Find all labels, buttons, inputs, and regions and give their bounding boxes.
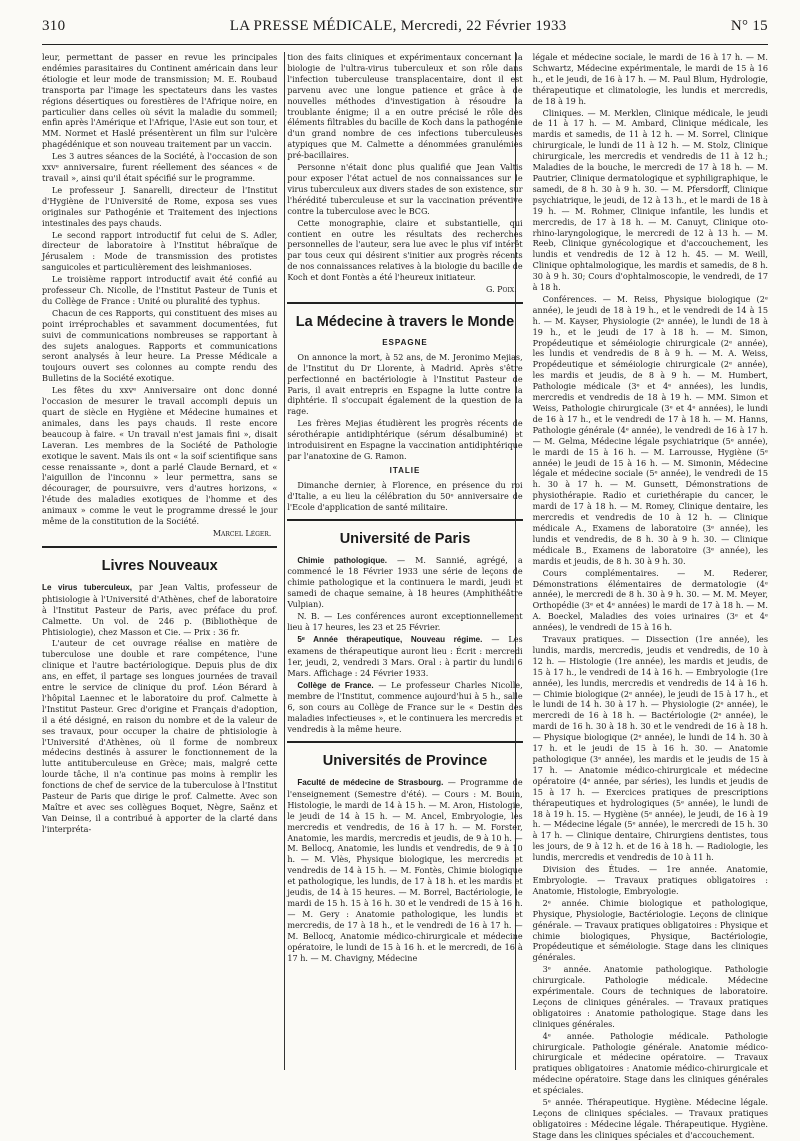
paragraph: Cette monographie, claire et substantielle, qui contient en outre les résultats des recherches personnelles de l'auteur, sera lue avec le plus vif intérêt par tous ceux qui désirent s'initier aux progrès récents de nos connaissances relatives à la biologie du bacille de Koch et dont Fontès a été l'heureux initiateur.: [287, 217, 523, 283]
running-head: [42, 18, 768, 42]
paragraph: 2ᵉ année. Chimie biologique et pathologique, Physique, Physiologie, Bactériologie. Leçons de clinique générale. — Travaux pratiques obligatoires : Physique et chimie biologiques, Physique, Bactériologie, Propédeutique et séméiologie. Stage dans les cliniques générales.: [532, 897, 768, 963]
news-item: [287, 634, 522, 679]
paragraph: Personne n'était donc plus qualifié que Jean Valtis pour exposer l'état actuel de nos connaissances sur le virus tuberculeux aux divers stades de son existence, sur l'hérédité tuberculeuse et sur la vaccination préventive contre la tuberculose avec le BCG.: [287, 162, 523, 216]
page-number: 310: [42, 18, 66, 34]
book-title: Le virus tuberculeux,: [42, 582, 133, 592]
item-heading: Faculté de médecine de Strasbourg.: [297, 778, 444, 788]
paragraph: leur, permettant de passer en revue les principales endémies parasitaires du Continent américain dans leur étiologie et leur mode de transmission; M. E. Roubaud transporta par l'image les spectateurs dans les vastes régions désertiques ou forestières de l'Afrique noire, en particulier dans celles où sévit la maladie du sommeil; enfin après l'Amérique et l'Afrique, l'Asie eut son tour, et MM. Normet et Haslé présentèrent un film sur l'ulcère phagédénique et son nouveau traitement par un vaccin.: [42, 52, 278, 150]
paragraph: Travaux pratiques. — Dissection (1re année), les lundis, mardis, mercredis, jeudis et vendredis, de 10 à 12 h. — Histologie (1re année), les mardis et jeudis, de 15 à 17 h., le vendredi de 14 à 16 h. — Embryologie (1re année), les lundis, mercredis et vendredis de 14 à 16 h. — Chimie biologique (2ᵉ année), le jeudi de 15 à 17 h., et le lundi de 14 h. 30 à 17 h. — Physiologie (2ᵉ année), le mercredi de 16 à 18 h. — Bactériologie (2ᵉ année), le mardi de 16 h. 30 à 18 h. 30 et le vendredi de 16 à 18 h. — Physique biologique (2ᵉ année), le lundi de 14 h. 30 à 17 h. et le jeudi de 15 à 16 h. 30. — Anatomie pathologique (3ᵉ année), les mardis et le jeudis de 15 à 17 h. — Anatomie médico-chirurgicale et médecine opératoire (4ᵉ année, par séries), les lundis et jeudis de 15 à 17 h. — Exercices pratiques de prescriptions thérapeutiques et hydrologiques (5ᵉ année), le lundi de 18 à 19 h. 15. — Hygiène (5ᵉ année), le jeudi, de 16 à 19 h. — Médecine légale (5ᵉ année), le mercredi de 15 h. 30 à 17 h. — Clinique dentaire, Chirurgiens dentistes, tous les jours, de 9 à 12 h. et de 16 à 18 h. — Radiologie, les lundis, mercredis et vendredis de 10 à 11 h.: [532, 634, 768, 863]
section-title-medecine-monde: La Médecine à travers le Monde: [295, 313, 515, 330]
paragraph: Le troisième rapport introductif avait été confié au professeur Ch. Nicolle, de l'Institut Pasteur de Tunis et du Collège de France : Unité ou pluralité des typhus.: [42, 274, 278, 306]
item-heading: 5ᵉ Année thérapeutique, Nouveau régime.: [297, 634, 483, 644]
paragraph: Les fêtes du xxvᵉ Anniversaire ont donc donné l'occasion de mesurer le travail accompli depuis un quart de siècle en Hygiène et Médecine humaines et animales, dans les pays chauds. Il reste encore beaucoup à faire. « Un travail n'est jamais fini », disait Laveran. Les membres de la Société de Pathologie exotique le savent. Mais ils ont « la soif scientifique sans cesse renaissante », dont a parlé Claude Bernard, et « l'aiguillon de l'inconnu » leur permettra, sans se décourager, de poursuivre, vers d'autres horizons, « l'étude des maladies exotiques de l'homme et des animaux » comme le veut le programme dressé le jour même de la constitution de la Société.: [42, 385, 278, 527]
paragraph: N. B. — Les conférences auront exceptionnellement lieu à 17 heures, les 23 et 25 Février.: [287, 611, 523, 632]
paragraph: légale et médecine sociale, le mardi de 16 à 17 h. — M. Schwartz, Médecine expérimentale, le mardi de 15 à 16 h., et le jeudi, de 16 à 17 h. — M. Paul Blum, Hydrologie, thérapeutique et climatologie, les lundis et mercredis, de 18 à 19 h.: [532, 52, 768, 106]
country-heading-italie: ITALIE: [389, 465, 421, 475]
item-heading: Chimie pathologique.: [297, 555, 388, 565]
news-item: [287, 555, 522, 611]
paragraph: L'auteur de cet ouvrage réalise en matière de tuberculose une double et rare compétence, l'une clinique et l'autre bactériologique. Depuis plus de dix ans, en effet, il partage ses longues journées de travail entre le service de clinique du prof. Léon Bérard à l'hôpital Laennec et le laboratoire du prof. Calmette à l'Institut Pasteur. Grec d'origine et Français d'adoption, il a été désigné, en raison du nombre et de la valeur de ses travaux, pour occuper la chaire de phtisiologie à l'Université d'Athènes, où il forme de nombreux médecins destinés à assurer le fonctionnement de la lutte antituberculeuse en Grèce; mais, malgré cette lourde tâche, il n'a continue pas moins à remplir les fonctions de chef de service de la tuberculose à l'Institut Pasteur de Paris que dirige le prof. Calmette. Avec son Maître et avec ses collègues Boquet, Nègre, Saënz et Van Deinse, il a contribué à apporter de la clarté dans l'interpréta-: [42, 638, 278, 834]
news-item: [287, 777, 522, 963]
journal-title-line: [65, 18, 731, 35]
section-rule: [287, 302, 522, 304]
column-3: [532, 52, 768, 1140]
paragraph: 4ᵉ année. Pathologie médicale. Pathologie chirurgicale. Pathologie générale. Anatomie médico-chirurgicale et médecine opératoire. — Travaux pratiques obligatoires : Anatomie médico-chirurgicale et médecine opératoire. Stage dans les cliniques générales et spéciales.: [532, 1030, 768, 1096]
section-rule: [42, 546, 277, 548]
issue-date: Mercredi, 22 Février 1933: [400, 18, 567, 34]
header-rule: [42, 44, 768, 45]
item-text: — Le professeur Charles Nicolle, membre de l'Institut, commence aujourd'hui à 5 h., salle 6, son cours au Collège de France sur le « Destin des maladies infectieuses », et le continuera les mercredis et vendredis à la même heure.: [287, 679, 523, 735]
column-1: [42, 52, 277, 1070]
column-2: [287, 52, 522, 1070]
book-reference: par Jean Valtis, professeur de phtisiologie à l'Université d'Athènes, chef de laboratoire à l'Institut Pasteur de Paris, avec préface du prof. Calmette. Un vol. de 246 p. (Bibliothèque de Phtisiologie), chez Masson et Cie. — Prix : 36 fr.: [42, 581, 278, 637]
author-signature: G. Poix.: [485, 285, 517, 295]
issue-number: N° 15: [730, 18, 768, 34]
item-text: — Les examens de thérapeutique auront lieu : Écrit : mercredi 1er, jeudi, 2, vendredi 3 Mars. Oral : à partir du lundi 6 Mars. Affichage : 24 Février 1933.: [287, 633, 523, 678]
paragraph: On annonce la mort, à 52 ans, de M. Jeronimo Mejias, de l'Institut du Dr Llorente, à Madrid. Après s'être perfectionné en bactériologie à l'Institut Pasteur de Paris, il avait entrepris en Espagne la lutte contre la diphtérie. Il s'occupait également de la question de la rage.: [287, 351, 523, 417]
paragraph: Dimanche dernier, à Florence, en présence du roi d'Italie, a eu lieu la célébration du 50ᵉ anniversaire de l'Ecole d'application de santé militaire.: [287, 479, 523, 512]
paragraph: Division des Études. — 1re année. Anatomie, Embryologie. — Travaux pratiques obligatoires : Anatomie, Histologie, Embryologie.: [532, 864, 768, 896]
paragraph: Conférences. — M. Reiss, Physique biologique (2ᵉ année), le jeudi de 18 à 19 h., et le vendredi de 14 à 15 h. — M. Kayser, Physiologie (2ᵉ année), le lundi de 18 à 19 h., et le jeudi de 17 à 18 h. — M. Simon, Propédeutique et séméiologie chirurgicale (2ᵉ année), les lundis et vendredis de 8 à 9 h. — M. A. Weiss, Propédeutique et séméiologie chirurgicale (2ᵉ année), les mardis et jeudis, de 8 à 9 h. — M. Humbert, Pathologie médicale (3ᵉ et 4ᵉ années), les lundis, mercredis et vendredis de 18 à 19 h. — MM. Simon et Weiss, Pathologie chirurgicale (3ᵉ et 4ᵉ années), le lundi de 16 à 17 h., et le vendredi de 17 à 18 h. — M. Hanns, Pathologie générale (4ᵉ année), le vendredi de 16 à 17 h. — M. Gelma, Médecine légale psychiatrique (5ᵉ année), le mardi de 15 à 16 h. — M. Larrousse, Hygiène (5ᵉ année) le jeudi de 15 à 16 h. — M. Simonin, Médecine légale et médecine sociale (5ᵉ année), le vendredi de 15 h. 30 à 17 h. — M. Gunsett, Démonstrations de physiothérapie. Radio et curiethérapie du cancer, le mardi de 17 à 18 h. — M. Romey, Clinique dentaire, les mercredis et vendredis de 10 à 12 h. — Clinique médicale A., Examens de laboratoire (3ᵉ année), les lundis et vendredis, de 8 h. 30 à 9 h. 30. — Clinique médicale B., Examens de laboratoire (3ᵉ année), les mardis et jeudis, de 8 h. 30 à 9 h. 30.: [532, 293, 768, 566]
section-title-universite-paris: Université de Paris: [339, 530, 471, 547]
news-item: [287, 680, 522, 736]
item-text: — Programme de l'enseignement (Semestre d'été). — Cours : M. Bouin, Histologie, le mardi de 14 à 15 h. — M. Aron, Histologie, le jeudi de 14 à 15 h. — M. Ancel, Embryologie, les mercredis et vendredis, de 16 à 17 h. — M. Forster, Anatomie, les mardis, mercredis et jeudis, de 9 à 10 h. — M. Bellocq, Anatomie, les lundis et vendredis, de 9 à 10 h. — M. Vlès, Physique biologique, les mercredis et vendredis de 14 à 15 h. — M. Fontès, Chimie biologique et pathologique, les lundis, de 17 à 18 h. et les mardis et jeudis, de 14 à 15 heures. — M. Borrel, Bactériologie, le mardi de 15 h. 15 à 16 h. 30 et le vendredi de 15 à 16 h. — M. Gery : Anatomie pathologique, les lundis et mercredis, de 17 à 18 h., et le vendredi de 16 à 17 h. — M. Bellocq, Anatomie médico-chirurgicale et médecine opératoire, le lundi de 15 à 16 h. et le mercredi, de 16 à 17 h. — M. Chavigny, Médecine: [287, 777, 523, 963]
paragraph: tion des faits cliniques et expérimentaux concernant la biologie de l'ultra-virus tuberculeux et son rôle dans l'infection tuberculeuse transplacentaire, dont il est parvenu avec une longue patience et grâce à de nouvelles méthodes d'investigation à résoudre la troublante énigme; il a en outre précisé le rôle des éléments filtrables du bacille de Koch dans la pathogénie d'un grand nombre de ces infections tuberculeuses atypiques que M. Calmette a dénommées granulémies pré-bacillaires.: [287, 52, 523, 161]
paragraph: 5ᵉ année. Thérapeutique. Hygiène. Médecine légale. Leçons de cliniques spéciales. — Travaux pratiques obligatoires : Médecine légale. Thérapeutique. Hygiène. Stage dans les cliniques spéciales et d'accouchement.: [532, 1097, 768, 1140]
section-title-universites-province: Universités de Province: [322, 753, 488, 770]
article-columns: [42, 52, 768, 1140]
paragraph: Le second rapport introductif fut celui de S. Adler, directeur de laboratoire à l'Institut hébraïque de Jérusalem : Mode de transmission des protistes sanguicoles et particulièrement des leishmanioses.: [42, 229, 278, 273]
paragraph: Les 3 autres séances de la Société, à l'occasion de son xxvᵉ anniversaire, furent réellement des séances « de travail », ainsi qu'il était spécifié sur le programme.: [42, 151, 278, 183]
item-text: — M. Sannié, agrégé, a commencé le 18 Février 1933 une série de leçons de chimie pathologique et la continuera le mardi, jeudi et samedi de chaque semaine, à 18 heures (Amphithéâtre Vulpian).: [287, 554, 523, 610]
author-signature: Marcel Léger.: [212, 528, 272, 538]
book-entry: [42, 582, 277, 638]
paragraph: Chacun de ces Rapports, qui constituent des mises au point irréprochables et savamment documentées, fut suivi de communications nombreuses se rapportant à des sujets analogues. Rapports et communications seront analysés à leur heure. La Presse Médicale a toujours ouvert ses colonnes au compte rendu des Bulletins de la Société exotique.: [42, 307, 278, 384]
paragraph: Le professeur J. Sanarelli, directeur de l'Institut d'Hygiène de l'Université de Rome, exposa ses vues originales sur Pathogénie et Traitement des injections intestinales des pays chauds.: [42, 184, 278, 228]
paragraph: 3ᵉ année. Anatomie pathologique. Pathologie chirurgicale. Pathologie médicale. Médecine expérimentale. Cours de techniques de laboratoire. Leçons de cliniques générales. — Travaux pratiques obligatoires : Anatomie pathologique. Stage dans les cliniques générales.: [532, 964, 768, 1029]
item-heading: Collège de France.: [297, 680, 374, 690]
section-title-livres-nouveaux: Livres Nouveaux: [101, 557, 218, 574]
paragraph: Cours complémentaires. — M. Rederer, Démonstrations élémentaires de dermatologie (4ᵉ année), le mercredi de 8 h. 30 à 9 h. 30. — M. M. Meyer, Orthopédie (3ᵉ et 4ᵉ années) le mardi de 17 à 18 h. — M. A. Boeckel, Maladies des voies urinaires (3ᵉ et 4ᵉ années), le vendredi de 15 à 16 h.: [532, 567, 768, 633]
country-heading-espagne: ESPAGNE: [382, 337, 428, 347]
paragraph: Cliniques. — M. Merklen, Clinique médicale, le jeudi de 11 à 17 h. — M. Ambard, Clinique médicale, les mardis et samedis, de 11 à 12 h. — M. Sorrel, Clinique chirurgicale, le lundi de 11 à 12 h. — M. Stolz, Clinique chirurgicale, les mercredis et vendredis de 11 à 12 h.; Maladies de la bouche, le mercredi de 17 à 18 h. — M. Pautrier, Clinique dermatologique et syphiligraphique, le samedi, de 8 h. 30 à 9 h. 30. — M. Pfersdorff, Clinique psychiatrique, le jeudi, de 12 à 13 h., et le mardi de 18 à 19 h. — M. Rohmer, Clinique infantile, les lundis et mercredis, de 17 à 18 h. — M. Canuyt, Clinique oto-rhino-laryngologique, le mercredi de 12 à 13 h. — M. Reeb, Clinique gynécologique et d'accouchement, les lundis et vendredis de 12 à 12 h. 45. — M. Weill, Clinique ophtalmologique, les mardis et samedis, de 8 h. 30 à 9 h. 30; Cours d'ophtalmoscopie, le vendredi, de 17 à 18 h.: [532, 107, 768, 293]
paragraph: Les frères Mejias étudièrent les progrès récents de sérothérapie antidiphtérique (sérum désalbuminé) et introduisirent en Espagne la vaccination antidiphtérique par l'anatoxine de G. Ramon.: [287, 418, 523, 461]
section-rule: [287, 519, 522, 521]
section-rule: [287, 741, 522, 743]
journal-name: LA PRESSE MÉDICALE,: [229, 18, 397, 34]
